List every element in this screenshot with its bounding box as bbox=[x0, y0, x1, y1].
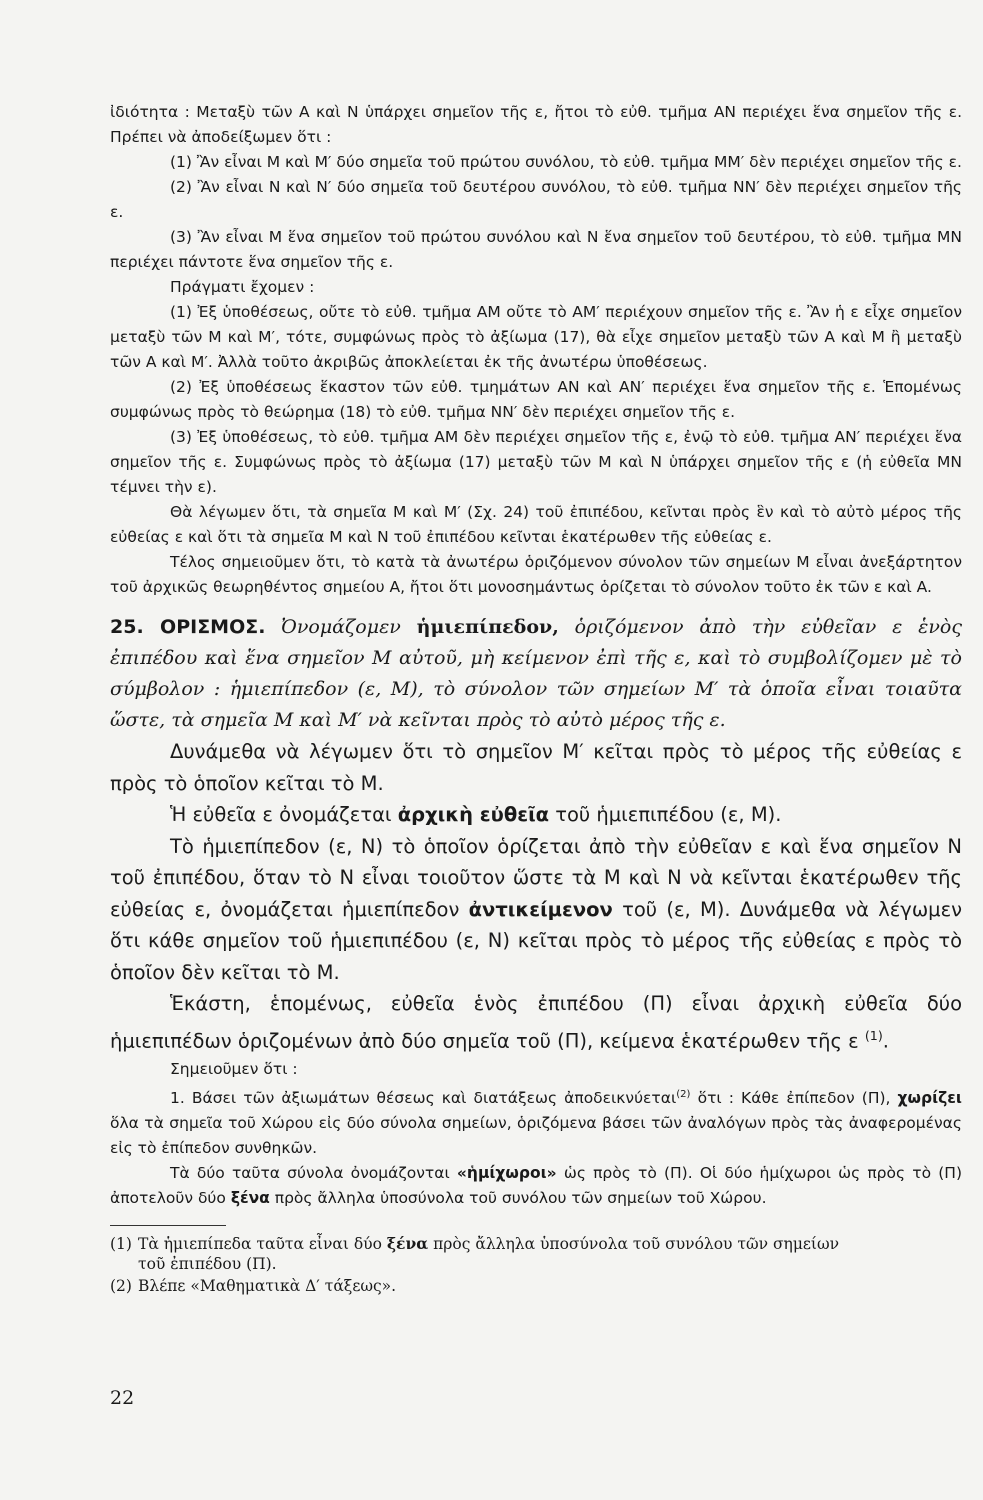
bold-term: ἀρχικὴ εὐθεῖα bbox=[397, 803, 550, 826]
bold-term: ξένα bbox=[230, 1188, 270, 1207]
definition-number: 25. ΟΡΙΣΜΟΣ. bbox=[110, 616, 266, 638]
paragraph: (2) Ἂν εἶναι N καὶ N′ δύο σημεῖα τοῦ δευτέρου συνόλου, τὸ εὐθ. τμῆμα NN′ δὲν περιέχει σημεῖον τῆς ε. bbox=[110, 178, 962, 221]
paragraph: Τέλος σημειοῦμεν ὅτι, τὸ κατὰ τὰ ἀνωτέρω ὁριζόμενον σύνολον τῶν σημείων M εἶναι ἀνεξάρτητον τοῦ ἀρχικῶς θεωρηθέντος σημείου A, ἤτοι ὅτι μονοσημάντως ὁρίζεται τὸ σύνολον τοῦτο ἐκ τῶν ε καὶ A. bbox=[110, 553, 962, 596]
footnote-divider bbox=[110, 1225, 226, 1226]
paragraph: ἰδιότητα : Μεταξὺ τῶν A καὶ N ὑπάρχει σημεῖον τῆς ε, ἤτοι τὸ εὐθ. τμῆμα AN περιέχει ἕνα σημεῖον τῆς ε. Πρέπει νὰ ἀποδείξωμεν ὅτι : bbox=[110, 103, 962, 146]
definition-block bbox=[110, 612, 962, 736]
definition-term: ἡμιεπίπεδον, bbox=[416, 616, 559, 638]
paragraph: Δυνάμεθα νὰ λέγωμεν ὅτι τὸ σημεῖον M′ κεῖται πρὸς τὸ μέρος τῆς εὐθείας ε πρὸς τὸ ὁποῖον κεῖται τὸ M. bbox=[110, 740, 962, 795]
paragraph: Θὰ λέγωμεν ὅτι, τὰ σημεῖα M καὶ M′ (Σχ. 24) τοῦ ἐπιπέδου, κεῖνται πρὸς ἓν καὶ τὸ αὐτὸ μέρος τῆς εὐθείας ε καὶ ὅτι τὰ σημεῖα M καὶ N τοῦ ἐπιπέδου κεῖνται ἑκατέρωθεν τῆς εὐθείας ε. bbox=[110, 503, 962, 546]
definition-text: ὁριζόμενον ἀπὸ τὴν εὐθεῖαν ε ἑνὸς ἐπιπέδου καὶ ἕνα σημεῖον M αὐτοῦ, μὴ κείμενον ἐπὶ τῆς ε, καὶ τὸ συμβολίζομεν μὲ τὸ σύμβολον : ἡμιεπίπεδον (ε, M), τὸ σύνολον τῶν σημείων M′ τὰ ὁποῖα εἶναι τοιαῦτα ὥστε, τὰ σημεῖα M καὶ M′ νὰ κεῖνται πρὸς τὸ αὐτὸ μέρος τῆς ε. bbox=[110, 616, 962, 731]
footnote-ref: (1) bbox=[864, 1027, 883, 1043]
bold-term: χωρίζει bbox=[897, 1088, 962, 1107]
paragraph: Τὰ δύο ταῦτα σύνολα ὀνομάζονται «ἡμίχωροι» ὡς πρὸς τὸ (Π). Οἱ δύο ἡμίχωροι ὡς πρὸς τὸ (Π) ἀποτελοῦν δύο ξένα πρὸς ἄλληλα ὑποσύνολα τοῦ συνόλου τῶν σημείων τοῦ Χώρου. bbox=[110, 1163, 962, 1207]
main-section bbox=[110, 736, 962, 1057]
paragraph: (3) Ἂν εἶναι M ἕνα σημεῖον τοῦ πρώτου συνόλου καὶ N ἕνα σημεῖον τοῦ δευτέρου, τὸ εὐθ. τμῆμα MN περιέχει πάντοτε ἕνα σημεῖον τῆς ε. bbox=[110, 228, 962, 271]
paragraph: (1) Ἂν εἶναι M καὶ M′ δύο σημεῖα τοῦ πρώτου συνόλου, τὸ εὐθ. τμῆμα MM′ δὲν περιέχει σημεῖον τῆς ε. bbox=[170, 153, 962, 171]
paragraph: (2) Ἐξ ὑποθέσεως ἕκαστον τῶν εὐθ. τμημάτων AN καὶ AN′ περιέχει ἕνα σημεῖον τῆς ε. Ἑπομένως συμφώνως πρὸς τὸ θεώρημα (18) τὸ εὐθ. τμῆμα NN′ δὲν περιέχει σημεῖον τῆς ε. bbox=[110, 378, 962, 421]
notes-section bbox=[110, 1057, 962, 1211]
paragraph: (1) Ἐξ ὑποθέσεως, οὔτε τὸ εὐθ. τμῆμα AM οὔτε τὸ AM′ περιέχουν σημεῖον τῆς ε. Ἂν ἡ ε εἶχε σημεῖον μεταξὺ τῶν M καὶ M′, τότε, συμφώνως πρὸς τὸ ἀξίωμα (17), θὰ εἶχε σημεῖον μεταξὺ τῶν A καὶ M ἢ μεταξὺ τῶν A καὶ M′. Ἀλλὰ τοῦτο ἀκριβῶς ἀποκλείεται ἐκ τῆς ἀνωτέρω ὑποθέσεως. bbox=[110, 303, 962, 371]
proof-section bbox=[110, 100, 962, 600]
page-body bbox=[110, 100, 962, 1298]
footnote-1: (1) Τὰ ἡμιεπίπεδα ταῦτα εἶναι δύο ξένα πρὸς ἄλληλα ὑποσύνολα τοῦ συνόλου τῶν σημείων τοῦ ἐπιπέδου (Π). bbox=[110, 1233, 840, 1273]
paragraph: Ἡ εὐθεῖα ε ὀνομάζεται ἀρχικὴ εὐθεῖα τοῦ ἡμιεπιπέδου (ε, M). bbox=[170, 803, 782, 826]
paragraph: Σημειοῦμεν ὅτι : bbox=[170, 1059, 298, 1078]
footnote-2: (2) Βλέπε «Μαθηματικὰ Δ′ τάξεως». bbox=[110, 1276, 397, 1295]
footnotes bbox=[110, 1234, 962, 1296]
bold-term: ἀντικείμενον bbox=[468, 897, 613, 921]
bold-term: «ἡμίχωροι» bbox=[456, 1163, 557, 1182]
paragraph: 1. Βάσει τῶν ἀξιωμάτων θέσεως καὶ διατάξεως ἀποδεικνύεται$^{(2)}$ ὅτι : Κάθε ἐπίπεδον (Π), χωρίζει ὅλα τὰ σημεῖα τοῦ Χώρου εἰς δύο σύνολα σημείων, ὁριζόμενα βάσει τῶν ἀναλόγων πρὸς τὰς ἀναφερομένας εἰς τὸ ἐπίπεδον συνθηκῶν. bbox=[110, 1088, 962, 1157]
paragraph: Πράγματι ἔχομεν : bbox=[170, 278, 315, 296]
definition-text: Ὀνομάζομεν bbox=[281, 616, 401, 638]
page-number: 22 bbox=[110, 1387, 135, 1409]
paragraph: (3) Ἐξ ὑποθέσεως, τὸ εὐθ. τμῆμα AM δὲν περιέχει σημεῖον τῆς ε, ἐνῷ τὸ εὐθ. τμῆμα AN′ περιέχει ἕνα σημεῖον τῆς ε. Συμφώνως πρὸς τὸ ἀξίωμα (17) μεταξὺ τῶν M καὶ N ὑπάρχει σημεῖον τῆς ε (ἡ εὐθεῖα MN τέμνει τὴν ε). bbox=[110, 428, 962, 496]
paragraph: Τὸ ἡμιεπίπεδον (ε, N) τὸ ὁποῖον ὁρίζεται ἀπὸ τὴν εὐθεῖαν ε καὶ ἕνα σημεῖον N τοῦ ἐπιπέδου, ὅταν τὸ N εἶναι τοιοῦτον ὥστε τὰ M καὶ N νὰ κεῖνται ἑκατέρωθεν τῆς εὐθείας ε, ὀνομάζεται ἡμιεπίπεδον ἀντικείμενον τοῦ (ε, M). Δυνάμεθα νὰ λέγωμεν ὅτι κάθε σημεῖον τοῦ ἡμιεπιπέδου (ε, N) κεῖται πρὸς τὸ μέρος τῆς εὐθείας ε πρὸς τὸ ὁποῖον δὲν κεῖται τὸ M. bbox=[110, 834, 963, 984]
footnote-ref: (2) bbox=[676, 1088, 691, 1100]
paragraph: Ἑκάστη, ἑπομένως, εὐθεῖα ἑνὸς ἐπιπέδου (Π) εἶναι ἀρχικὴ εὐθεῖα δύο ἡμιεπιπέδων ὁριζομένων ἀπὸ δύο σημεῖα τοῦ (Π), κείμενα ἑκατέρωθεν τῆς ε $^{(1)}$. bbox=[110, 992, 962, 1052]
